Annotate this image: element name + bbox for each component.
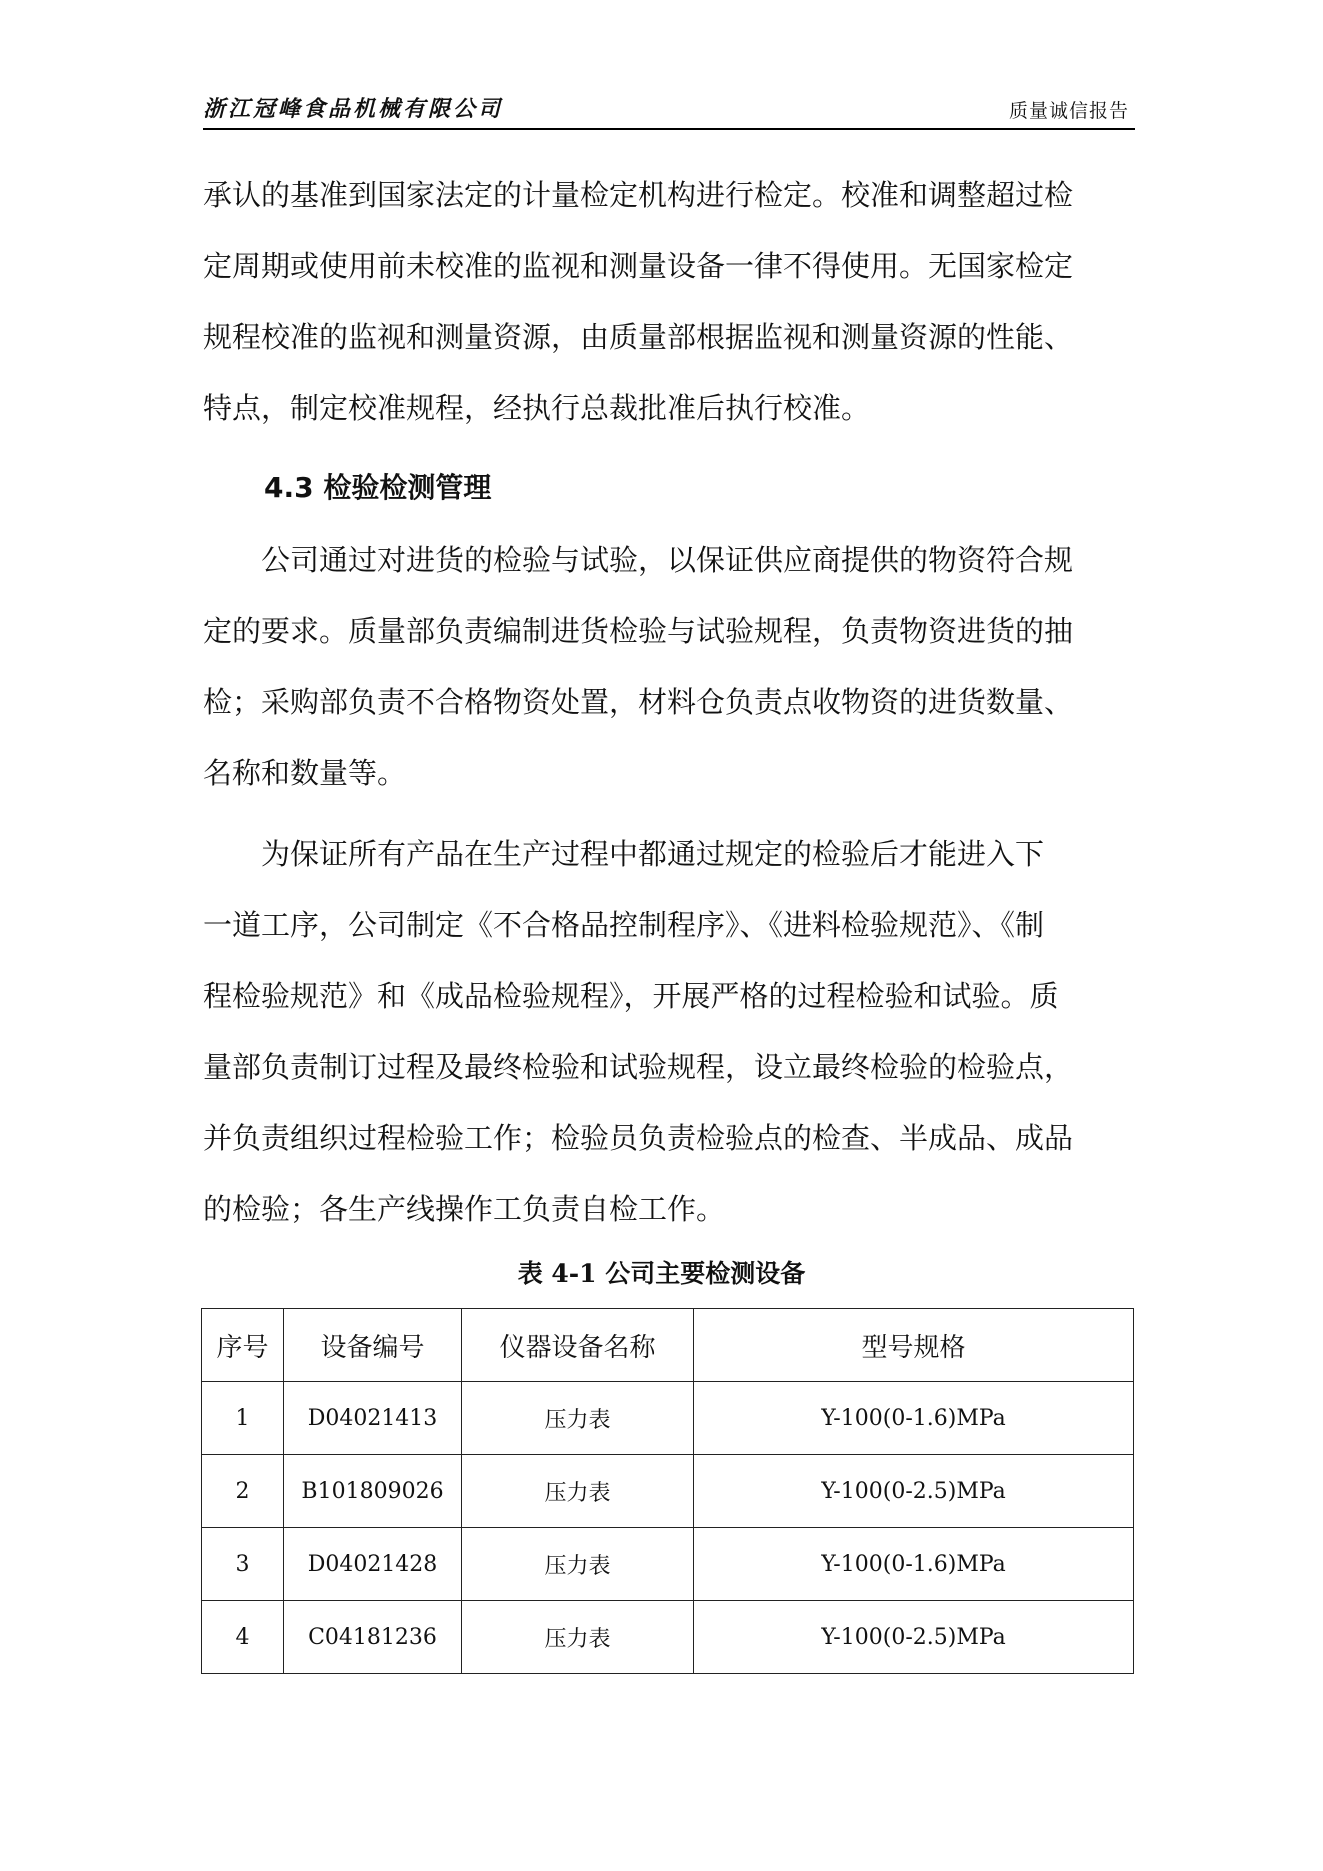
cell-model-spec: Y-100(0-1.6)MPa [694,1528,1134,1601]
cell-index: 2 [202,1455,284,1528]
paragraph-calibration [203,160,1135,444]
text-line: 的检验；各生产线操作工负责自检工作。 [203,1192,726,1226]
header-cell-device-id: 设备编号 [284,1309,462,1382]
text-line: 一道工序，公司制定《不合格品控制程序》、《进料检验规范》、《制 [203,908,1045,942]
table-row [202,1528,1134,1601]
header-cell-index: 序号 [202,1309,284,1382]
cell-device-id: D04021428 [284,1528,462,1601]
cell-model-spec: Y-100(0-2.5)MPa [694,1455,1134,1528]
cell-device-id: D04021413 [284,1382,462,1455]
page-header [203,92,1135,130]
table-caption: 表 4-1 公司主要检测设备 [517,1259,806,1288]
table-row [202,1455,1134,1528]
text-line: 量部负责制订过程及最终检验和试验规程，设立最终检验的检验点， [203,1050,1074,1084]
text-line: 为保证所有产品在生产过程中都通过规定的检验后才能进入下 [261,837,1045,871]
paragraph-process-inspection [203,819,1135,1245]
cell-index: 3 [202,1528,284,1601]
header-cell-instrument-name: 仪器设备名称 [462,1309,694,1382]
text-line: 检；采购部负责不合格物资处置，材料仓负责点收物资的进货数量、 [203,685,1074,719]
table-row [202,1382,1134,1455]
text-line: 承认的基准到国家法定的计量检定机构进行检定。校准和调整超过检 [203,178,1074,212]
text-line: 程检验规范》和《成品检验规程》，开展严格的过程检验和试验。质 [203,979,1059,1013]
cell-index: 1 [202,1382,284,1455]
text-line: 并负责组织过程检验工作；检验员负责检验点的检查、半成品、成品 [203,1121,1074,1155]
cell-instrument-name: 压力表 [462,1601,694,1674]
text-line: 公司通过对进货的检验与试验，以保证供应商提供的物资符合规 [261,543,1074,577]
equipment-table [201,1308,1134,1674]
text-line: 定的要求。质量部负责编制进货检验与试验规程，负责物资进货的抽 [203,614,1074,648]
text-line: 特点，制定校准规程，经执行总裁批准后执行校准。 [203,391,871,425]
paragraph-incoming-inspection [203,525,1135,809]
cell-device-id: C04181236 [284,1601,462,1674]
cell-index: 4 [202,1601,284,1674]
section-heading: 4.3 检验检测管理 [264,471,492,504]
cell-instrument-name: 压力表 [462,1455,694,1528]
cell-model-spec: Y-100(0-2.5)MPa [694,1601,1134,1674]
text-line: 名称和数量等。 [203,756,407,790]
cell-instrument-name: 压力表 [462,1528,694,1601]
cell-model-spec: Y-100(0-1.6)MPa [694,1382,1134,1455]
cell-device-id: B101809026 [284,1455,462,1528]
table-header-row [202,1309,1134,1382]
header-cell-model-spec: 型号规格 [694,1309,1134,1382]
text-line: 定周期或使用前未校准的监视和测量设备一律不得使用。无国家检定 [203,249,1074,283]
cell-instrument-name: 压力表 [462,1382,694,1455]
table-row [202,1601,1134,1674]
report-title: 质量诚信报告 [1008,100,1129,122]
company-name: 浙江冠峰食品机械有限公司 [203,96,504,122]
text-line: 规程校准的监视和测量资源，由质量部根据监视和测量资源的性能、 [203,320,1074,354]
